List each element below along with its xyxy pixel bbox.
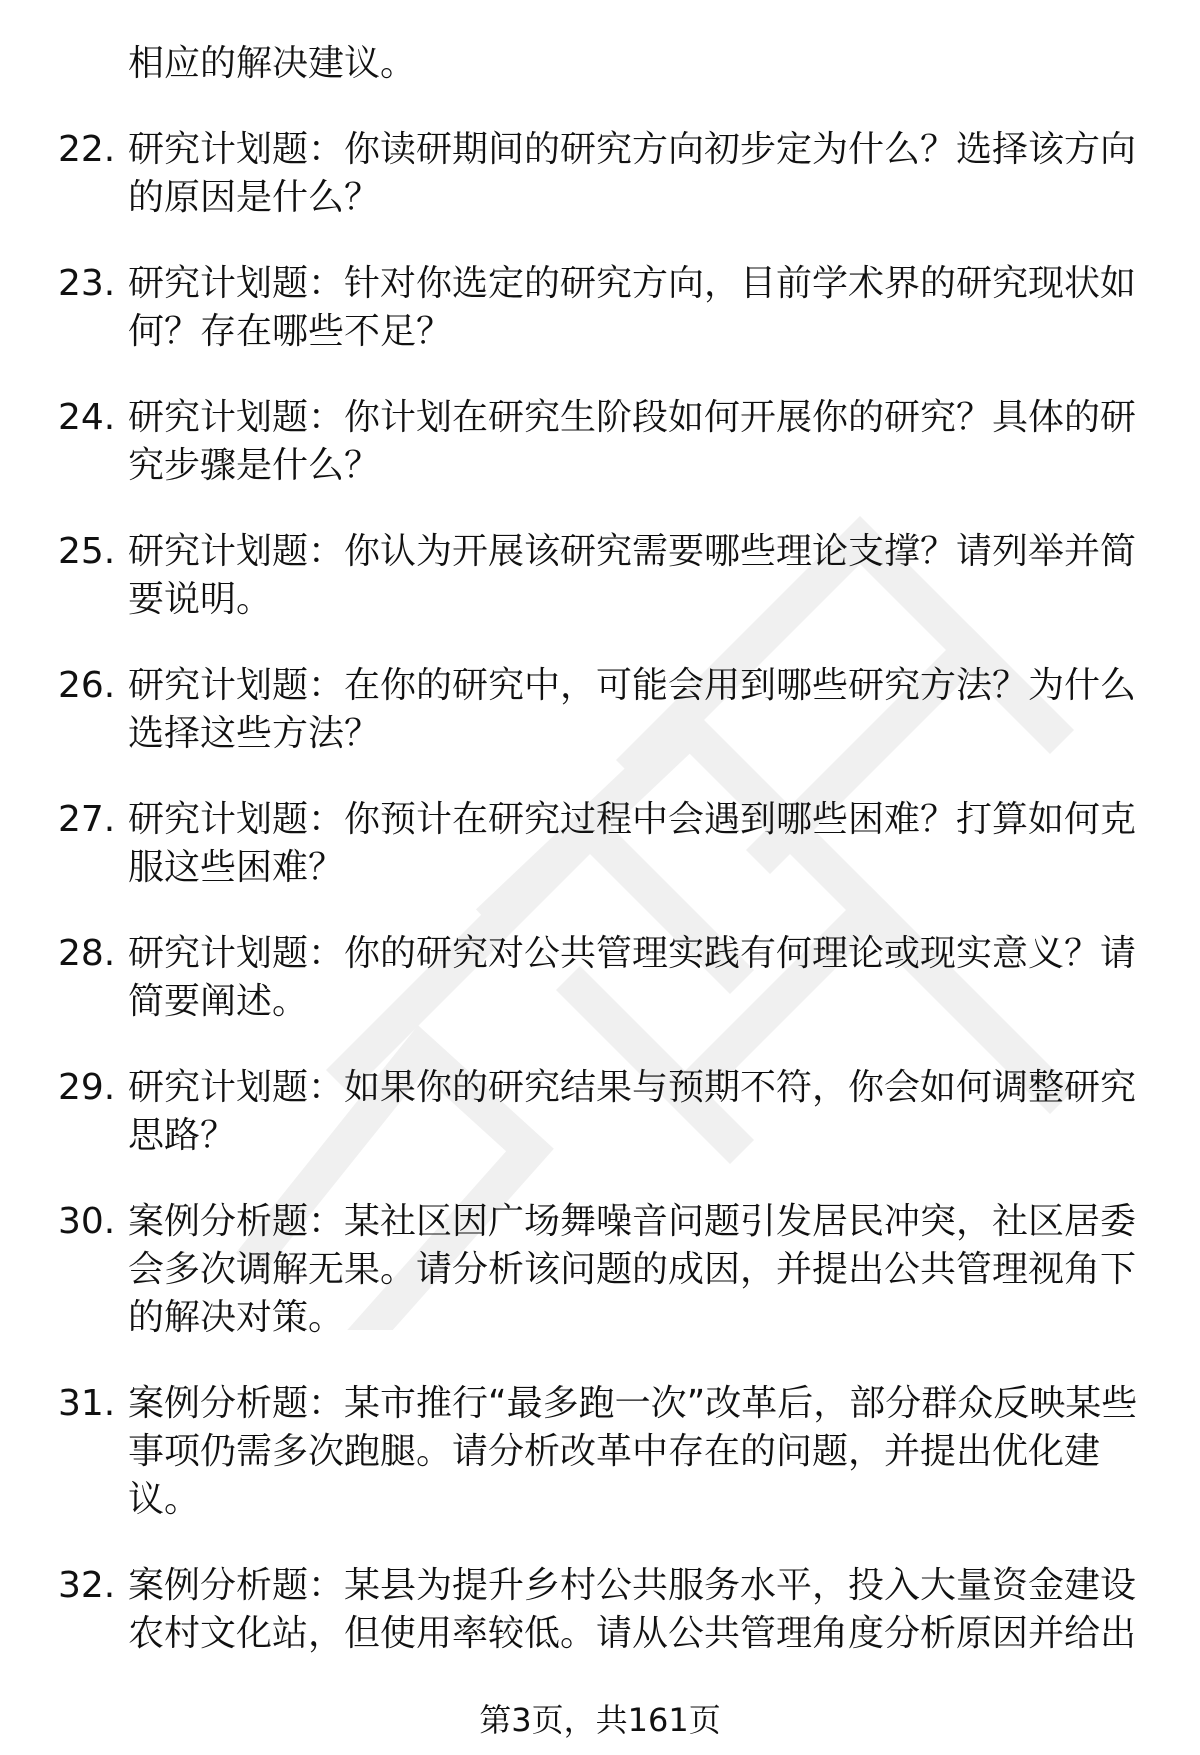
list-item: [58, 1380, 1138, 1524]
item-text: 研究计划题：你认为开展该研究需要哪些理论支撑？请列举并简要说明。: [128, 531, 1137, 620]
item-text: 案例分析题：某县为提升乡村公共服务水平，投入大量资金建设农村文化站，但使用率较低。请从公共管理角度分析原因并给出: [128, 1565, 1137, 1654]
list-item: [58, 930, 1138, 1026]
item-number: 31.: [58, 1383, 116, 1424]
document-body: [58, 40, 1138, 1696]
item-text: 研究计划题：在你的研究中，可能会用到哪些研究方法？为什么选择这些方法？: [128, 665, 1137, 754]
list-item: [58, 662, 1138, 758]
item-text: 案例分析题：某社区因广场舞噪音问题引发居民冲突，社区居委会多次调解无果。请分析该问题的成因，并提出公共管理视角下的解决对策。: [128, 1201, 1137, 1338]
item-number: 22.: [58, 129, 116, 170]
item-text: 研究计划题：针对你选定的研究方向，目前学术界的研究现状如何？存在哪些不足？: [128, 263, 1137, 352]
list-item: [58, 528, 1138, 624]
list-item: [58, 796, 1138, 892]
list-item: [58, 394, 1138, 490]
item-number: 29.: [58, 1067, 116, 1108]
list-item: [58, 126, 1138, 222]
item-number: 26.: [58, 665, 116, 706]
item-number: 32.: [58, 1565, 116, 1606]
item-text: 研究计划题：你的研究对公共管理实践有何理论或现实意义？请简要阐述。: [128, 933, 1137, 1022]
continuation-text: 相应的解决建议。: [128, 43, 417, 84]
item-number: 30.: [58, 1201, 116, 1242]
item-text: 研究计划题：你计划在研究生阶段如何开展你的研究？具体的研究步骤是什么？: [128, 397, 1137, 486]
item-text: 研究计划题：你预计在研究过程中会遇到哪些困难？打算如何克服这些困难？: [128, 799, 1137, 888]
list-item: [58, 1064, 1138, 1160]
item-text: 案例分析题：某市推行“最多跑一次”改革后，部分群众反映某些事项仍需多次跑腿。请分析改革中存在的问题，并提出优化建议。: [128, 1383, 1138, 1520]
item-number: 28.: [58, 933, 116, 974]
list-item: [58, 1562, 1138, 1658]
item-number: 24.: [58, 397, 116, 438]
item-text: 研究计划题：你读研期间的研究方向初步定为什么？选择该方向的原因是什么？: [128, 129, 1137, 218]
item-number: 23.: [58, 263, 116, 304]
item-text: 研究计划题：如果你的研究结果与预期不符，你会如何调整研究思路？: [128, 1067, 1137, 1156]
page-number: 第3页，共161页: [479, 1701, 721, 1739]
item-number: 25.: [58, 531, 116, 572]
question-list: [58, 126, 1138, 1658]
item-number: 27.: [58, 799, 116, 840]
list-item: [58, 260, 1138, 356]
list-item: [58, 1198, 1138, 1342]
